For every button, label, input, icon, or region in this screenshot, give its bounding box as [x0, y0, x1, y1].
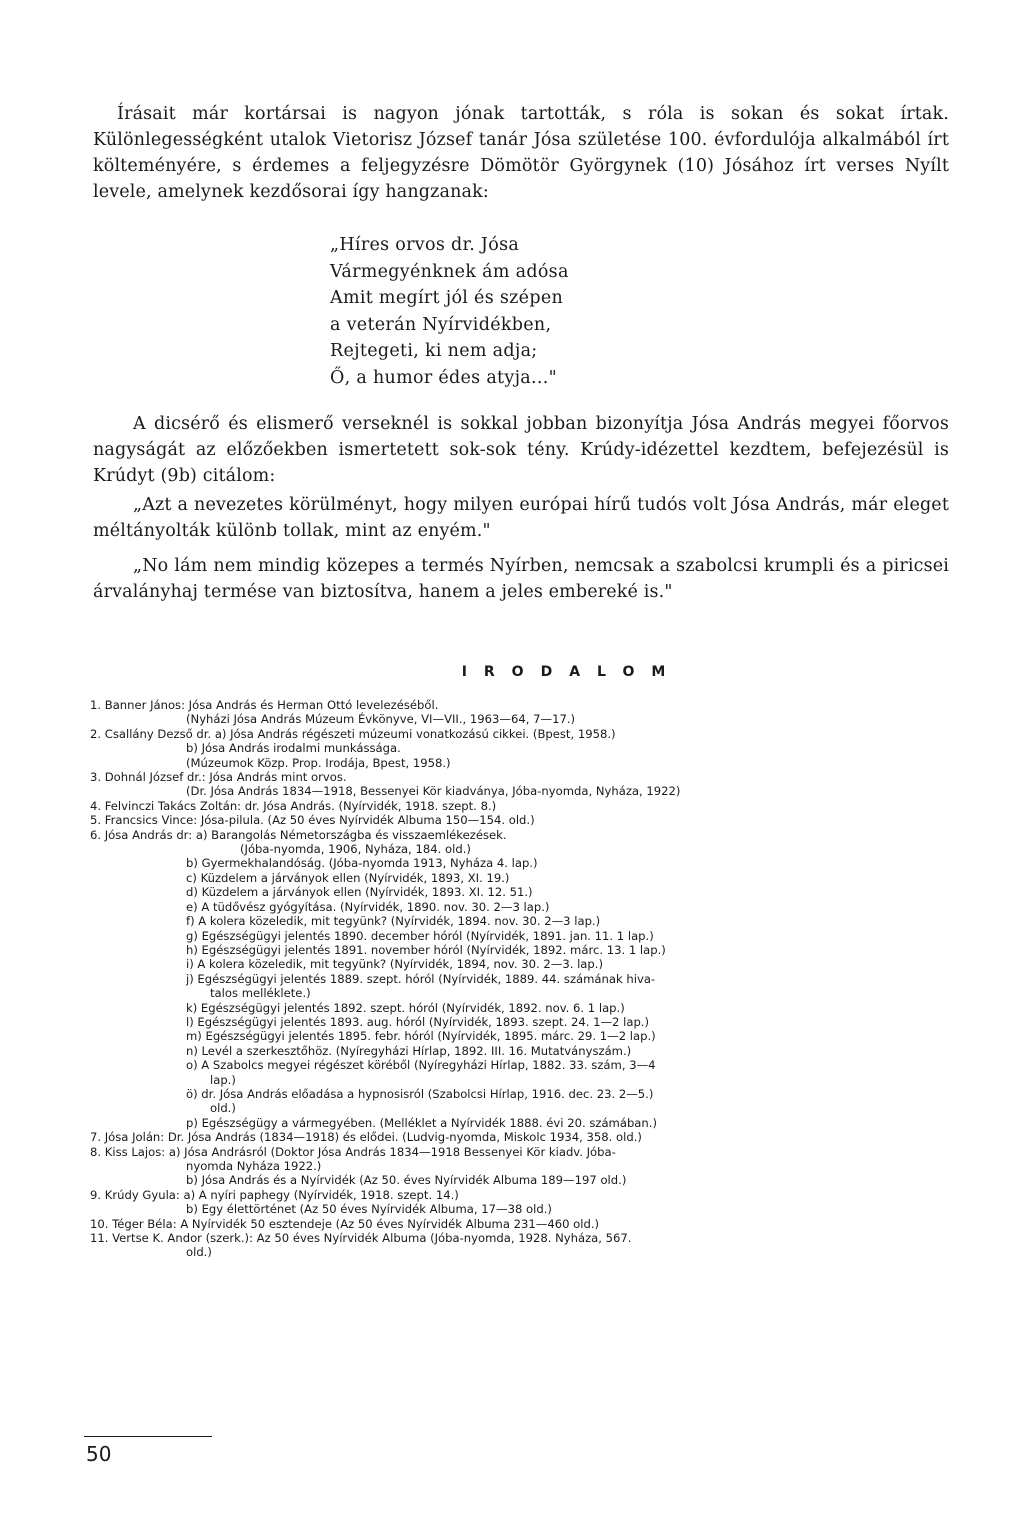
reference-line: g) Egészségügyi jelentés 1890. december hóról (Nyírvidék, 1891. jan. 11. 1 lap.) [186, 928, 654, 943]
references-list [90, 698, 958, 1260]
reference-line: n) Levél a szerkesztőhöz. (Nyíregyházi Hírlap, 1892. III. 16. Mutatványszám.) [186, 1043, 632, 1058]
krudy-quote-1: „Azt a nevezetes körülményt, hogy milyen európai hírű tudós volt Jósa András, már eleget méltányolták különb tollak, mint az enyém." [93, 495, 949, 541]
reference-line: k) Egészségügyi jelentés 1892. szept. hóról (Nyírvidék, 1892. nov. 6. 1 lap.) [186, 1000, 625, 1015]
reference-line: old.) [210, 1101, 236, 1116]
krudy-quote-2: „No lám nem mindig közepes a termés Nyírben, nemcsak a szabolcsi krumpli és a piricsei árvalányhaj termése van biztosítva, hanem a jeles embereké is." [93, 556, 949, 602]
reference-line: 6. Jósa András dr: a) Barangolás Németországba és visszaemlékezések. [90, 827, 507, 842]
reference-line: 11. Vertse K. Andor (szerk.): Az 50 éves Nyírvidék Albuma (Jóba-nyomda, 1928. Nyháza, 567. [90, 1231, 632, 1246]
reference-line: (Nyházi Jósa András Múzeum Évkönyve, VI—VII., 1963—64, 7—17.) [186, 712, 576, 727]
reference-line: (Múzeumok Közp. Prop. Irodája, Bpest, 1958.) [186, 755, 451, 770]
poem-line: Amit megírt jól és szépen [330, 288, 564, 308]
reference-line: m) Egészségügyi jelentés 1895. febr. hóról (Nyírvidék, 1895. márc. 29. 1—2 lap.) [186, 1029, 656, 1044]
reference-line: o) A Szabolcs megyei régészet köréből (Nyíregyházi Hírlap, 1882. 33. szám, 3—4 [186, 1058, 656, 1073]
reference-line: b) Jósa András irodalmi munkássága. [186, 741, 401, 756]
reference-line: talos melléklete.) [210, 986, 311, 1001]
reference-line: b) Jósa András és a Nyírvidék (Az 50. éves Nyírvidék Albuma 189—197 old.) [186, 1173, 627, 1188]
reference-line: j) Egészségügyi jelentés 1889. szept. hóról (Nyírvidék, 1889. 44. számának hiva- [186, 971, 656, 986]
poem-quote [330, 232, 569, 391]
reference-line: 2. Csallány Dezső dr. a) Jósa András régészeti múzeumi vonatkozású cikkei. (Bpest, 1958.) [90, 726, 616, 741]
reference-line: old.) [186, 1245, 212, 1260]
reference-line: 10. Téger Béla: A Nyírvidék 50 esztendeje (Az 50 éves Nyírvidék Albuma 231—460 old.) [90, 1216, 600, 1231]
poem-line: Vármegyénknek ám adósa [330, 261, 569, 282]
reference-line: lap.) [210, 1072, 236, 1087]
reference-line: nyomda Nyháza 1922.) [186, 1159, 322, 1173]
reference-line: ö) dr. Jósa András előadása a hypnosisról (Szabolcsi Hírlap, 1916. dec. 23. 2—5.) [186, 1086, 654, 1101]
reference-line: b) Gyermekhalandóság. (Jóba-nyomda 1913, Nyháza 4. lap.) [186, 856, 538, 871]
references-heading: IRODALOM [461, 664, 683, 680]
reference-line: h) Egészségügyi jelentés 1891. november hóról (Nyírvidék, 1892. márc. 13. 1 lap.) [186, 942, 666, 957]
reference-line: 1. Banner János: Jósa András és Herman Ottó levelezéséből. [90, 698, 439, 712]
reference-line: (Dr. Jósa András 1834—1918, Bessenyei Kör kiadványa, Jóba-nyomda, Nyháza, 1922) [186, 784, 681, 799]
reference-line: p) Egészségügy a vármegyében. (Melléklet a Nyírvidék 1888. évi 20. számában.) [186, 1115, 657, 1130]
reference-line: 8. Kiss Lajos: a) Jósa Andrásról (Doktor Jósa András 1834—1918 Bessenyei Kör kiadv. Jóba- [90, 1144, 616, 1159]
poem-line: „Híres orvos dr. Jósa [330, 235, 520, 255]
reference-line: 4. Felvinczi Takács Zoltán: dr. Jósa András. (Nyírvidék, 1918. szept. 8.) [90, 798, 497, 813]
paragraph-intro: Írásait már kortársai is nagyon jónak tartották, s róla is sokan és sokat írtak. Különlegességként utalok Vietorisz József tanár Jósa születése 100. évfordulója alkalmából írt költeményére, s érdemes a feljegyzésre Dömötör Györgynek (10) Jósához írt verses Nyílt levele, amelynek kezdősorai így hangzanak: [93, 104, 949, 202]
reference-line: 3. Dohnál József dr.: Jósa András mint orvos. [90, 770, 347, 785]
reference-line: 7. Jósa Jolán: Dr. Jósa András (1834—1918) és elődei. (Ludvig-nyomda, Miskolc 1934, 358. old.) [90, 1130, 642, 1145]
reference-line: (Jóba-nyomda, 1906, Nyháza, 184. old.) [240, 842, 471, 857]
poem-line: a veterán Nyírvidékben, [330, 314, 552, 335]
reference-line: i) A kolera közeledik, mit tegyünk? (Nyírvidék, 1894, nov. 30. 2—3. lap.) [186, 957, 603, 972]
reference-line: b) Egy élettörténet (Az 50 éves Nyírvidék Albuma, 17—38 old.) [186, 1202, 552, 1217]
reference-line: 5. Francsics Vince: Jósa-pilula. (Az 50 éves Nyírvidék Albuma 150—154. old.) [90, 813, 535, 828]
poem-line: Rejtegeti, ki nem adja; [330, 341, 538, 361]
reference-line: e) A tüdővész gyógyítása. (Nyírvidék, 1890. nov. 30. 2—3 lap.) [186, 899, 550, 914]
paragraph-praise: A dicsérő és elismerő verseknél is sokkal jobban bizonyítja Jósa András megyei főorvos nagyságát az előzőekben ismertetett sok-sok tény. Krúdy-idézettel kezdtem, befejezésül is Krúdyt (9b) citálom: [93, 414, 949, 486]
poem-line: Ő, a humor édes atyja..." [330, 367, 557, 388]
reference-line: l) Egészségügyi jelentés 1893. aug. hóról (Nyírvidék, 1893. szept. 24. 1—2 lap.) [186, 1014, 650, 1029]
reference-line: c) Küzdelem a járványok ellen (Nyírvidék, 1893, XI. 19.) [186, 870, 510, 885]
reference-line: 9. Krúdy Gyula: a) A nyíri paphegy (Nyírvidék, 1918. szept. 14.) [90, 1187, 459, 1202]
footer-rule [84, 1436, 212, 1437]
reference-line: d) Küzdelem a járványok ellen (Nyírvidék, 1893. XI. 12. 51.) [186, 885, 533, 900]
reference-line: f) A kolera közeledik, mit tegyünk? (Nyírvidék, 1894. nov. 30. 2—3 lap.) [186, 914, 601, 929]
page-number: 50 [86, 1442, 112, 1466]
